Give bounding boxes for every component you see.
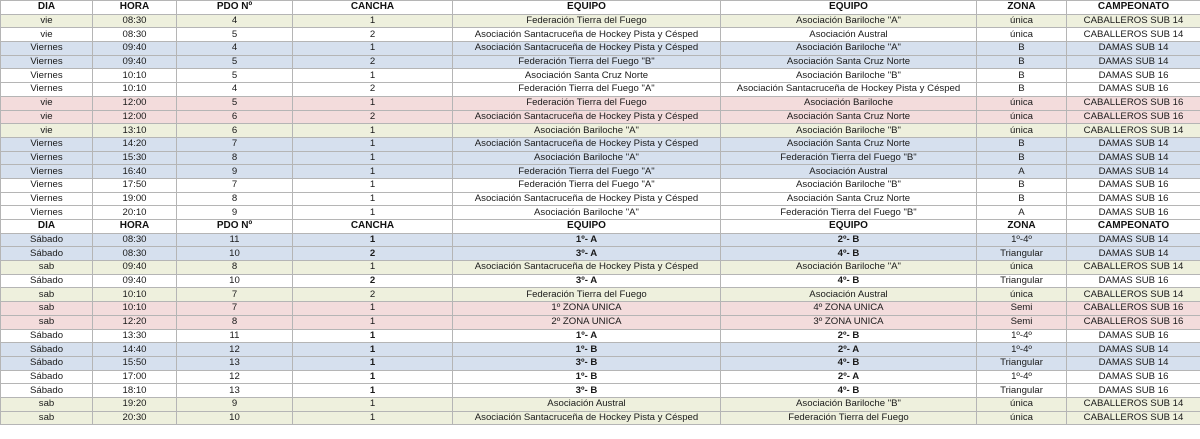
cell-zona: B (977, 178, 1067, 192)
cell-pdo: 7 (177, 137, 293, 151)
cell-cancha: 1 (293, 137, 453, 151)
cell-hora: 14:20 (93, 137, 177, 151)
cell-equipo-2: Asociación Bariloche "A" (721, 14, 977, 28)
header-row (1, 1, 1200, 15)
cell-cancha: 1 (293, 329, 453, 343)
cell-equipo-2: 4º- B (721, 356, 977, 370)
cell-cancha: 1 (293, 14, 453, 28)
cell-pdo: 13 (177, 356, 293, 370)
cell-cancha: 2 (293, 55, 453, 69)
cell-dia: Sábado (1, 370, 93, 384)
cell-pdo: 8 (177, 192, 293, 206)
fixture-body (1, 1, 1200, 425)
table-row (1, 206, 1200, 220)
table-row (1, 110, 1200, 124)
cell-dia: Viernes (1, 192, 93, 206)
column-header-campeonato: CAMPEONATO (1067, 220, 1200, 234)
cell-zona: B (977, 55, 1067, 69)
cell-campeonato: CABALLEROS SUB 16 (1067, 302, 1200, 316)
cell-dia: Viernes (1, 69, 93, 83)
column-header-cancha: CANCHA (293, 220, 453, 234)
cell-campeonato: CABALLEROS SUB 14 (1067, 411, 1200, 425)
cell-equipo-1: 2º ZONA UNICA (453, 315, 721, 329)
table-row (1, 384, 1200, 398)
cell-campeonato: CABALLEROS SUB 14 (1067, 124, 1200, 138)
cell-equipo-2: Asociación Santa Cruz Norte (721, 55, 977, 69)
cell-cancha: 2 (293, 110, 453, 124)
table-row (1, 83, 1200, 97)
cell-zona: única (977, 288, 1067, 302)
table-row (1, 315, 1200, 329)
cell-equipo-1: Asociación Santacruceña de Hockey Pista y Césped (453, 261, 721, 275)
cell-equipo-2: Asociación Bariloche "B" (721, 178, 977, 192)
cell-zona: Triangular (977, 356, 1067, 370)
cell-equipo-1: Federación Tierra del Fuego (453, 96, 721, 110)
cell-pdo: 5 (177, 69, 293, 83)
cell-equipo-1: 1º- A (453, 233, 721, 247)
cell-pdo: 8 (177, 151, 293, 165)
cell-equipo-1: Asociación Santacruceña de Hockey Pista y Césped (453, 192, 721, 206)
column-header-equipo-1: EQUIPO (453, 220, 721, 234)
cell-zona: 1º-4º (977, 370, 1067, 384)
cell-cancha: 1 (293, 165, 453, 179)
cell-dia: vie (1, 110, 93, 124)
cell-zona: 1º-4º (977, 329, 1067, 343)
cell-pdo: 8 (177, 261, 293, 275)
cell-hora: 09:40 (93, 261, 177, 275)
cell-zona: B (977, 69, 1067, 83)
cell-zona: A (977, 206, 1067, 220)
cell-equipo-1: 1º- B (453, 343, 721, 357)
cell-pdo: 10 (177, 247, 293, 261)
cell-hora: 10:10 (93, 288, 177, 302)
table-row (1, 55, 1200, 69)
cell-campeonato: DAMAS SUB 14 (1067, 42, 1200, 56)
table-row (1, 411, 1200, 425)
cell-equipo-2: 4º- B (721, 247, 977, 261)
cell-dia: Sábado (1, 329, 93, 343)
cell-equipo-2: 2º- B (721, 233, 977, 247)
table-row (1, 274, 1200, 288)
table-row (1, 233, 1200, 247)
cell-equipo-1: 1º- B (453, 370, 721, 384)
column-header-hora: HORA (93, 220, 177, 234)
cell-equipo-2: 2º- A (721, 370, 977, 384)
cell-pdo: 5 (177, 96, 293, 110)
cell-dia: sab (1, 397, 93, 411)
cell-cancha: 2 (293, 247, 453, 261)
cell-equipo-1: Asociación Santacruceña de Hockey Pista y Césped (453, 42, 721, 56)
cell-campeonato: DAMAS SUB 14 (1067, 356, 1200, 370)
cell-zona: única (977, 261, 1067, 275)
cell-hora: 10:10 (93, 69, 177, 83)
cell-equipo-1: Federación Tierra del Fuego "A" (453, 178, 721, 192)
cell-equipo-1: Asociación Bariloche "A" (453, 206, 721, 220)
cell-campeonato: DAMAS SUB 14 (1067, 137, 1200, 151)
cell-pdo: 4 (177, 83, 293, 97)
cell-zona: única (977, 124, 1067, 138)
cell-cancha: 1 (293, 69, 453, 83)
cell-campeonato: CABALLEROS SUB 14 (1067, 261, 1200, 275)
cell-campeonato: DAMAS SUB 16 (1067, 192, 1200, 206)
cell-dia: Sábado (1, 384, 93, 398)
cell-zona: 1º-4º (977, 343, 1067, 357)
cell-campeonato: DAMAS SUB 14 (1067, 343, 1200, 357)
cell-equipo-1: Federación Tierra del Fuego "A" (453, 165, 721, 179)
cell-equipo-1: Asociación Santacruceña de Hockey Pista y Césped (453, 137, 721, 151)
cell-campeonato: DAMAS SUB 14 (1067, 165, 1200, 179)
cell-hora: 18:10 (93, 384, 177, 398)
cell-equipo-2: Asociación Austral (721, 28, 977, 42)
cell-zona: Triangular (977, 384, 1067, 398)
cell-dia: Sábado (1, 247, 93, 261)
cell-equipo-2: Federación Tierra del Fuego "B" (721, 206, 977, 220)
cell-equipo-1: 3º- A (453, 247, 721, 261)
cell-hora: 08:30 (93, 233, 177, 247)
cell-equipo-1: Asociación Bariloche "A" (453, 124, 721, 138)
cell-cancha: 2 (293, 288, 453, 302)
cell-cancha: 1 (293, 315, 453, 329)
cell-equipo-1: Asociación Santacruceña de Hockey Pista y Césped (453, 411, 721, 425)
cell-pdo: 10 (177, 274, 293, 288)
cell-hora: 17:00 (93, 370, 177, 384)
table-row (1, 356, 1200, 370)
cell-pdo: 7 (177, 178, 293, 192)
table-row (1, 397, 1200, 411)
cell-hora: 10:10 (93, 83, 177, 97)
table-row (1, 302, 1200, 316)
cell-pdo: 12 (177, 370, 293, 384)
cell-cancha: 1 (293, 96, 453, 110)
cell-zona: 1º-4º (977, 233, 1067, 247)
cell-dia: Sábado (1, 274, 93, 288)
cell-hora: 12:00 (93, 96, 177, 110)
cell-equipo-1: Asociación Santa Cruz Norte (453, 69, 721, 83)
cell-pdo: 9 (177, 165, 293, 179)
cell-zona: Semi (977, 315, 1067, 329)
cell-dia: Viernes (1, 83, 93, 97)
cell-hora: 08:30 (93, 28, 177, 42)
table-row (1, 192, 1200, 206)
cell-cancha: 1 (293, 356, 453, 370)
column-header-equipo-1: EQUIPO (453, 1, 721, 15)
cell-hora: 17:50 (93, 178, 177, 192)
table-row (1, 151, 1200, 165)
table-row (1, 137, 1200, 151)
cell-campeonato: CABALLEROS SUB 16 (1067, 315, 1200, 329)
cell-zona: única (977, 110, 1067, 124)
cell-pdo: 4 (177, 14, 293, 28)
cell-hora: 19:00 (93, 192, 177, 206)
table-row (1, 247, 1200, 261)
cell-cancha: 1 (293, 206, 453, 220)
cell-hora: 20:10 (93, 206, 177, 220)
cell-hora: 20:30 (93, 411, 177, 425)
column-header-cancha: CANCHA (293, 1, 453, 15)
cell-equipo-2: 3º ZONA UNICA (721, 315, 977, 329)
cell-hora: 09:40 (93, 42, 177, 56)
cell-campeonato: DAMAS SUB 16 (1067, 370, 1200, 384)
cell-equipo-1: Federación Tierra del Fuego "A" (453, 83, 721, 97)
table-row (1, 96, 1200, 110)
cell-equipo-1: Federación Tierra del Fuego "B" (453, 55, 721, 69)
cell-dia: Sábado (1, 343, 93, 357)
header-row (1, 220, 1200, 234)
cell-cancha: 1 (293, 261, 453, 275)
cell-equipo-2: 4º- B (721, 384, 977, 398)
cell-dia: Viernes (1, 151, 93, 165)
cell-zona: B (977, 137, 1067, 151)
cell-dia: sab (1, 302, 93, 316)
cell-zona: única (977, 96, 1067, 110)
cell-zona: Triangular (977, 274, 1067, 288)
cell-dia: sab (1, 411, 93, 425)
cell-equipo-2: 2º- A (721, 343, 977, 357)
cell-pdo: 9 (177, 397, 293, 411)
cell-equipo-2: Asociación Bariloche "B" (721, 397, 977, 411)
cell-equipo-1: 3º- B (453, 384, 721, 398)
cell-pdo: 12 (177, 343, 293, 357)
cell-equipo-2: 4º- B (721, 274, 977, 288)
column-header-pdo: PDO Nº (177, 220, 293, 234)
cell-pdo: 13 (177, 384, 293, 398)
cell-equipo-1: Federación Tierra del Fuego (453, 288, 721, 302)
cell-equipo-1: 3º- A (453, 274, 721, 288)
cell-dia: Viernes (1, 206, 93, 220)
table-row (1, 288, 1200, 302)
cell-campeonato: DAMAS SUB 14 (1067, 55, 1200, 69)
table-row (1, 69, 1200, 83)
cell-hora: 08:30 (93, 247, 177, 261)
cell-zona: Triangular (977, 247, 1067, 261)
cell-equipo-2: 2º- B (721, 329, 977, 343)
cell-zona: B (977, 151, 1067, 165)
cell-campeonato: DAMAS SUB 14 (1067, 247, 1200, 261)
cell-dia: Viernes (1, 137, 93, 151)
cell-cancha: 1 (293, 370, 453, 384)
cell-equipo-2: Asociación Santacruceña de Hockey Pista y Césped (721, 83, 977, 97)
cell-cancha: 1 (293, 233, 453, 247)
cell-dia: Viernes (1, 165, 93, 179)
cell-equipo-2: Federación Tierra del Fuego "B" (721, 151, 977, 165)
cell-hora: 15:30 (93, 151, 177, 165)
cell-zona: B (977, 42, 1067, 56)
cell-dia: Viernes (1, 178, 93, 192)
cell-equipo-2: Asociación Austral (721, 165, 977, 179)
cell-equipo-2: 4º ZONA UNICA (721, 302, 977, 316)
table-row (1, 124, 1200, 138)
cell-cancha: 1 (293, 343, 453, 357)
cell-cancha: 2 (293, 28, 453, 42)
cell-campeonato: CABALLEROS SUB 14 (1067, 288, 1200, 302)
cell-campeonato: CABALLEROS SUB 14 (1067, 14, 1200, 28)
cell-cancha: 1 (293, 178, 453, 192)
cell-cancha: 1 (293, 384, 453, 398)
cell-cancha: 2 (293, 83, 453, 97)
cell-hora: 08:30 (93, 14, 177, 28)
cell-equipo-1: Federación Tierra del Fuego (453, 14, 721, 28)
cell-cancha: 1 (293, 42, 453, 56)
cell-hora: 10:10 (93, 302, 177, 316)
cell-zona: única (977, 28, 1067, 42)
cell-equipo-1: 3º- B (453, 356, 721, 370)
cell-pdo: 4 (177, 42, 293, 56)
cell-dia: sab (1, 315, 93, 329)
cell-campeonato: DAMAS SUB 16 (1067, 206, 1200, 220)
cell-hora: 16:40 (93, 165, 177, 179)
cell-cancha: 1 (293, 151, 453, 165)
cell-equipo-1: Asociación Austral (453, 397, 721, 411)
cell-dia: vie (1, 28, 93, 42)
column-header-zona: ZONA (977, 220, 1067, 234)
cell-pdo: 11 (177, 329, 293, 343)
cell-dia: vie (1, 14, 93, 28)
column-header-equipo-2: EQUIPO (721, 220, 977, 234)
cell-hora: 13:10 (93, 124, 177, 138)
cell-campeonato: CABALLEROS SUB 14 (1067, 28, 1200, 42)
cell-equipo-1: 1º- A (453, 329, 721, 343)
table-row (1, 370, 1200, 384)
table-row (1, 42, 1200, 56)
cell-campeonato: DAMAS SUB 16 (1067, 69, 1200, 83)
cell-pdo: 7 (177, 302, 293, 316)
cell-dia: sab (1, 261, 93, 275)
cell-equipo-2: Asociación Santa Cruz Norte (721, 110, 977, 124)
cell-equipo-1: Asociación Santacruceña de Hockey Pista y Césped (453, 110, 721, 124)
cell-equipo-2: Asociación Bariloche "A" (721, 42, 977, 56)
cell-cancha: 1 (293, 397, 453, 411)
table-row (1, 178, 1200, 192)
column-header-dia: DIA (1, 1, 93, 15)
cell-cancha: 1 (293, 411, 453, 425)
cell-dia: Viernes (1, 55, 93, 69)
cell-cancha: 2 (293, 274, 453, 288)
table-row (1, 165, 1200, 179)
cell-hora: 09:40 (93, 55, 177, 69)
cell-dia: Viernes (1, 42, 93, 56)
cell-dia: sab (1, 288, 93, 302)
cell-campeonato: CABALLEROS SUB 14 (1067, 397, 1200, 411)
cell-equipo-2: Asociación Austral (721, 288, 977, 302)
cell-equipo-2: Asociación Bariloche "A" (721, 261, 977, 275)
cell-dia: Sábado (1, 356, 93, 370)
cell-pdo: 10 (177, 411, 293, 425)
cell-cancha: 1 (293, 302, 453, 316)
table-row (1, 329, 1200, 343)
cell-equipo-1: Asociación Santacruceña de Hockey Pista y Césped (453, 28, 721, 42)
column-header-dia: DIA (1, 220, 93, 234)
cell-zona: única (977, 14, 1067, 28)
cell-campeonato: CABALLEROS SUB 16 (1067, 96, 1200, 110)
cell-hora: 19:20 (93, 397, 177, 411)
column-header-zona: ZONA (977, 1, 1067, 15)
cell-equipo-2: Asociación Bariloche "B" (721, 124, 977, 138)
cell-zona: B (977, 192, 1067, 206)
cell-campeonato: CABALLEROS SUB 16 (1067, 110, 1200, 124)
cell-campeonato: DAMAS SUB 16 (1067, 329, 1200, 343)
cell-zona: única (977, 411, 1067, 425)
cell-campeonato: DAMAS SUB 16 (1067, 274, 1200, 288)
column-header-hora: HORA (93, 1, 177, 15)
cell-zona: Semi (977, 302, 1067, 316)
cell-hora: 13:30 (93, 329, 177, 343)
cell-pdo: 6 (177, 110, 293, 124)
cell-dia: vie (1, 124, 93, 138)
cell-hora: 14:40 (93, 343, 177, 357)
table-row (1, 343, 1200, 357)
cell-dia: Sábado (1, 233, 93, 247)
table-row (1, 261, 1200, 275)
cell-hora: 09:40 (93, 274, 177, 288)
cell-hora: 15:50 (93, 356, 177, 370)
cell-pdo: 11 (177, 233, 293, 247)
cell-pdo: 5 (177, 55, 293, 69)
cell-zona: B (977, 83, 1067, 97)
cell-equipo-2: Asociación Santa Cruz Norte (721, 192, 977, 206)
cell-pdo: 6 (177, 124, 293, 138)
table-row (1, 14, 1200, 28)
cell-campeonato: DAMAS SUB 16 (1067, 178, 1200, 192)
cell-dia: vie (1, 96, 93, 110)
cell-hora: 12:20 (93, 315, 177, 329)
cell-equipo-2: Federación Tierra del Fuego (721, 411, 977, 425)
column-header-campeonato: CAMPEONATO (1067, 1, 1200, 15)
cell-zona: A (977, 165, 1067, 179)
column-header-pdo: PDO Nº (177, 1, 293, 15)
cell-cancha: 1 (293, 192, 453, 206)
cell-equipo-2: Asociación Santa Cruz Norte (721, 137, 977, 151)
cell-pdo: 8 (177, 315, 293, 329)
cell-campeonato: DAMAS SUB 14 (1067, 151, 1200, 165)
table-row (1, 28, 1200, 42)
cell-campeonato: DAMAS SUB 14 (1067, 233, 1200, 247)
cell-pdo: 7 (177, 288, 293, 302)
cell-equipo-2: Asociación Bariloche "B" (721, 69, 977, 83)
cell-hora: 12:00 (93, 110, 177, 124)
cell-equipo-1: 1º ZONA UNICA (453, 302, 721, 316)
cell-zona: única (977, 397, 1067, 411)
cell-pdo: 9 (177, 206, 293, 220)
column-header-equipo-2: EQUIPO (721, 1, 977, 15)
cell-campeonato: DAMAS SUB 16 (1067, 83, 1200, 97)
cell-campeonato: DAMAS SUB 16 (1067, 384, 1200, 398)
cell-cancha: 1 (293, 124, 453, 138)
cell-pdo: 5 (177, 28, 293, 42)
cell-equipo-2: Asociación Bariloche (721, 96, 977, 110)
cell-equipo-1: Asociación Bariloche "A" (453, 151, 721, 165)
